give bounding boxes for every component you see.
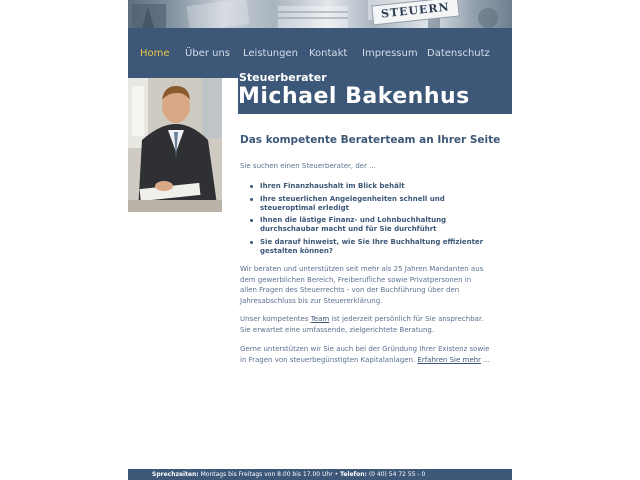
bullet-item: Sie darauf hinweist, wie Sie Ihre Buchhaltung effizienter gestalten können? [250, 238, 495, 256]
paragraph-founding-text-after: ... [480, 355, 490, 364]
footer-hours-label: Sprechzeiten: [152, 471, 199, 478]
nav-item-kontakt[interactable]: Kontakt [309, 48, 348, 59]
footer-bar [128, 469, 512, 480]
nav-item-datenschutz[interactable]: Datenschutz [427, 48, 490, 59]
advisor-portrait-image [128, 78, 222, 212]
footer-contact-line [152, 469, 425, 480]
footer-hours-text: Montags bis Freitags von 8.00 bis 17.00 Uhr • [198, 471, 341, 478]
bullet-item: Ihnen die lästige Finanz- und Lohnbuchhaltung durchschaubar macht und für Sie durchführt [250, 216, 495, 234]
header-banner-image [128, 0, 512, 28]
header-subtitle: Steuerberater [239, 71, 327, 84]
team-link[interactable]: Team [310, 315, 330, 323]
bullet-item: Ihre steuerlichen Angelegenheiten schnell und steueroptimal erledigt [250, 195, 495, 213]
banner-steuern-label: STEUERN [371, 0, 459, 25]
advisor-photo [128, 78, 222, 212]
nav-item-leistungen[interactable]: Leistungen [243, 48, 298, 59]
page-headline: Das kompetente Beraterteam an Ihrer Seite [240, 134, 501, 146]
service-bullet-list [250, 182, 495, 259]
bullet-item: Ihren Finanzhaushalt im Blick behält [250, 182, 495, 191]
learn-more-link[interactable]: Erfahren Sie mehr [417, 355, 481, 364]
footer-phone-text: (0 40) 54 72 55 - 0 [366, 471, 426, 478]
intro-text: Sie suchen einen Steuerberater, der ... [240, 162, 376, 170]
paragraph-team-text-before: Unser kompetentes [240, 315, 311, 323]
paragraph-team [240, 314, 490, 335]
paragraph-team-text-after: ist jederzeit persönlich für Sie ansprechbar. Sie erwartet eine umfassende, zielgerichtete Beratung. [240, 315, 484, 334]
nav-item-home[interactable]: Home [140, 48, 170, 59]
header-name: Michael Bakenhus [238, 84, 470, 109]
nav-item-ueber-uns[interactable]: Über uns [185, 48, 230, 59]
nav-item-impressum[interactable]: Impressum [362, 48, 418, 59]
footer-phone-label: Telefon: [340, 471, 367, 478]
paragraph-experience: Wir beraten und unterstützen seit mehr als 25 Jahren Mandanten aus dem gewerblichen Bereich, Freiberufliche sowie Privatpersonen in allen Fragen des Steuerrechts - von der Buchführung über den Jahresabschluss bis zur Steuererklärung. [240, 265, 484, 305]
paragraph-founding [240, 344, 490, 365]
paragraph-founding-text-before: Gerne unterstützen wir Sie auch bei der Gründung Ihrer Existenz sowie in Fragen von steuerbegünstigten Kapitalanlagen. [240, 345, 490, 364]
